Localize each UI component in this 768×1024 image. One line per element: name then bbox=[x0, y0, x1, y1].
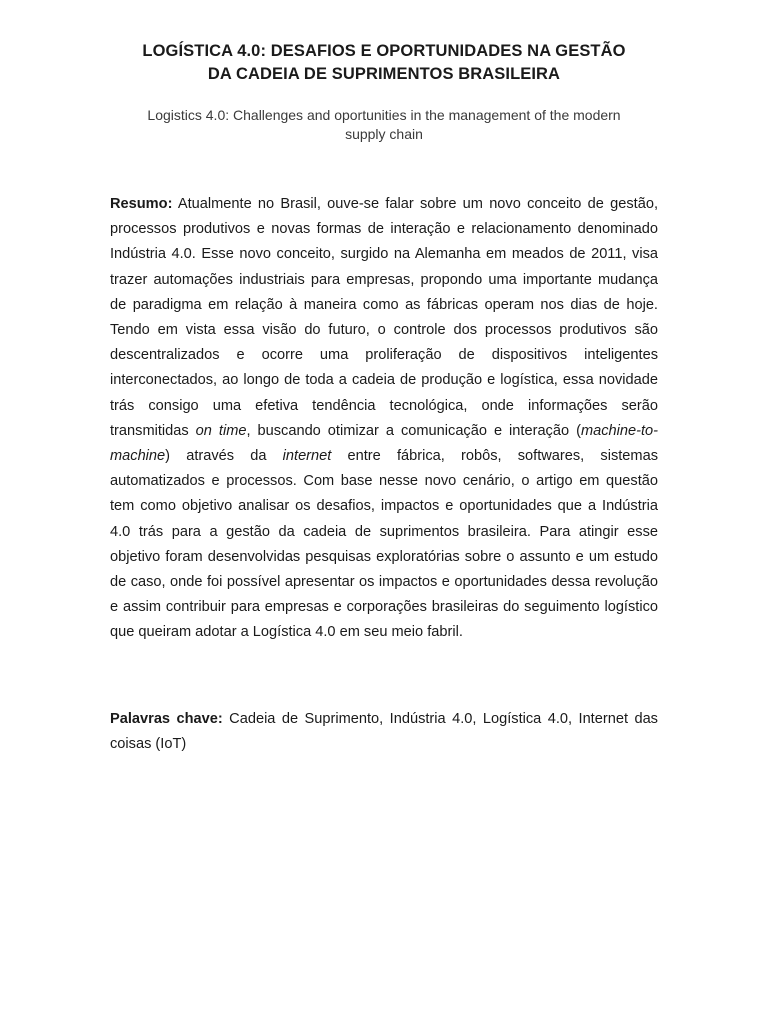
keywords-text: Cadeia de Suprimento, Indústria 4.0, Logística 4.0, Internet das coisas (IoT) bbox=[110, 711, 658, 753]
paper-subtitle-line-2: supply chain bbox=[345, 126, 423, 142]
keywords-label: Palavras chave: bbox=[110, 711, 223, 727]
paper-page bbox=[110, 40, 658, 753]
abstract-text-4: entre fábrica, robôs, softwares, sistemas automatizados e processos. Com base nesse novo cenário, o artigo em questão tem como objetivo analisar os desafios, impactos e oportunidades que a Indústria 4.0 trás para a gestão da cadeia de suprimentos brasileira. Para atingir esse objetivo foram desenvolvidas pesquisas exploratórias sobre o assunto e um estudo de caso, onde foi possível apresentar os impactos e oportunidades dessa revolução e assim contribuir para empresas e corporações brasileiras do seguimento logístico que queiram adotar a Logística 4.0 em seu meio fabril. bbox=[110, 448, 658, 641]
keywords-paragraph bbox=[110, 707, 658, 757]
abstract-italic-internet: internet bbox=[282, 448, 332, 465]
paper-title-line-1: LOGÍSTICA 4.0: DESAFIOS E OPORTUNIDADES NA GESTÃO bbox=[142, 42, 626, 60]
paper-subtitle bbox=[110, 106, 658, 144]
abstract-paragraph bbox=[110, 192, 658, 646]
abstract-text-1: Atualmente no Brasil, ouve-se falar sobre um novo conceito de gestão, processos produtivos e novas formas de interação e relacionamento denominado Indústria 4.0. Esse novo conceito, surgido na Alemanha em meados de 2011, visa trazer automações industriais para empresas, propondo uma importante mudança de paradigma em relação à maneira como as fábricas operam nos dias de hoje. Tendo em vista essa visão do futuro, o controle dos processos produtivos são descentralizados e ocorre uma proliferação de dispositivos inteligentes interconectados, ao longo de toda a cadeia de produção e logística, essa novidade trás consigo uma efetiva tendência tecnológica, onde informações serão transmitidas bbox=[110, 196, 658, 439]
abstract-label: Resumo: bbox=[110, 196, 173, 212]
abstract-italic-on-time: on time bbox=[195, 422, 247, 439]
abstract-text-2: , buscando otimizar a comunicação e interação ( bbox=[246, 422, 581, 439]
abstract-italic-machine-to-machine: machine-to-machine bbox=[110, 422, 658, 465]
paper-subtitle-line-1: Logistics 4.0: Challenges and oportunities in the management of the modern bbox=[147, 107, 621, 123]
abstract-text-3: ) através da bbox=[165, 448, 283, 465]
paper-title-line-2: DA CADEIA DE SUPRIMENTOS BRASILEIRA bbox=[207, 65, 561, 83]
paper-title bbox=[110, 40, 658, 86]
